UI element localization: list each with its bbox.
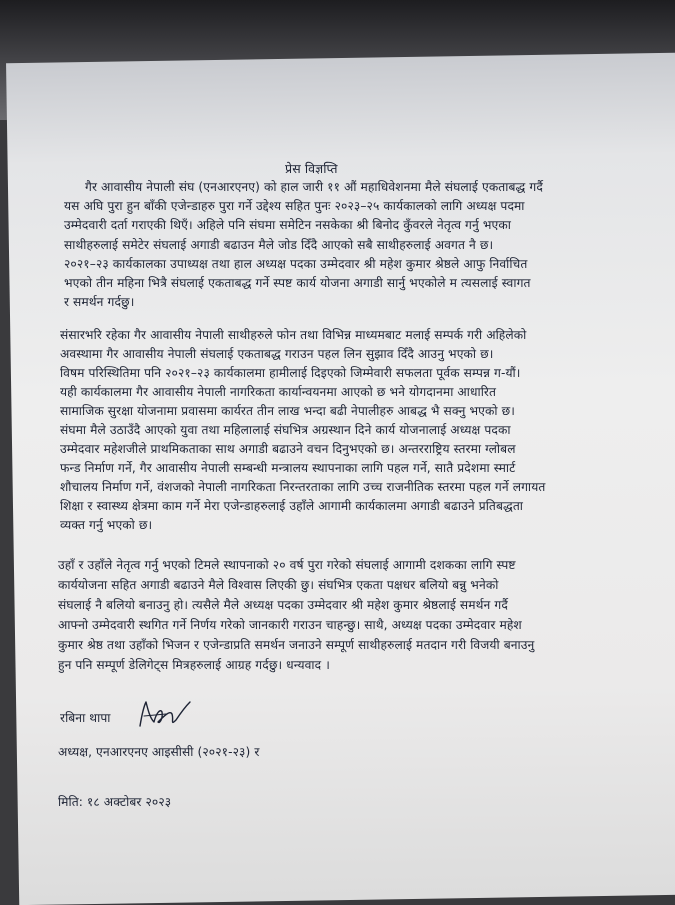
paragraph-1-line-7: र समर्थन गर्दछु। [64,295,135,309]
paragraph-1-line-4: साथीहरुलाई समेटेर संघलाई अगाडी बढाउन मैले जोड दिँदै आएको सबै साथीहरुलाई अवगत नै छ। [64,238,494,252]
paragraph-2-line-7: उम्मेदवार महेशजीले प्राथमिकताका साथ अगाडी बढाउने वचन दिनुभएको छ। अन्तरराष्ट्रिय स्तरमा ग्लोबल [60,442,516,456]
handwritten-signature [136,696,196,732]
paragraph-1-line-5: २०२१–२३ कार्यकालका उपाध्यक्ष तथा हाल अध्यक्ष पदका उम्मेदवार श्री महेश कुमार श्रेष्ठले आफु निर्वाचित [64,257,528,271]
paragraph-3-line-3: संघलाई नै बलियो बनाउनु हो। त्यसैले मैले अध्यक्ष पदका उम्मेदवार श्री महेश कुमार श्रेष्ठलाई समर्थन गर्दै [58,598,508,612]
signatory-title: अध्यक्ष, एनआरएनए आइसीसी (२०२१-२३) र [58,745,260,759]
signatory-name: रबिना थापा [60,711,111,725]
paragraph-1-line-1: गैर आवासीय नेपाली संघ (एनआरएनए) को हाल जारी ११ औं महाधिवेशनमा मैले संघलाई एकताबद्ध गर्दै [85,180,543,194]
paragraph-3-line-1: उहाँ र उहाँले नेतृत्व गर्नु भएको टिमले स्थापनाको २० वर्ष पुरा गरेको संघलाई आगामी दशकका लागि स्पष्ट [58,558,516,572]
paragraph-2-line-8: फन्ड निर्माण गर्ने, गैर आवासीय नेपाली सम्बन्धी मन्त्रालय स्थापनाका लागि पहल गर्ने, सातै प्रदेशमा स्मार्ट [60,461,516,475]
document-title: प्रेस विज्ञप्ति [285,161,338,176]
paragraph-1-line-2: यस अघि पुरा हुन बाँकी एजेन्डाहरु पुरा गर्ने उद्देश्य सहित पुनः २०२३–२५ कार्यकालको लागि अध्यक्ष पदमा [64,199,525,213]
date-line: मिति: १८ अक्टोबर २०२३ [58,795,172,809]
paragraph-2-line-3: विषम परिस्थितिमा पनि २०२१–२३ कार्यकालमा हामीलाई दिइएको जिम्मेवारी सफलता पूर्वक सम्पन्न ग-यौं। [60,366,521,380]
paragraph-2-line-6: संघमा मैले उठाउँदै आएको युवा तथा महिलालाई संघभित्र अग्रस्थान दिने कार्य योजनालाई अध्यक्ष पदका [60,423,511,437]
paragraph-2-line-1: संसारभरि रहेका गैर आवासीय नेपाली साथीहरुले फोन तथा विभिन्न माध्यमबाट मलाई सम्पर्क गरी अहिलेको [60,328,527,342]
paragraph-3-line-5: कुमार श्रेष्ठ तथा उहाँको भिजन र एजेन्डाप्रति समर्थन जनाउने सम्पूर्ण साथीहरुलाई मतदान गरी विजयी बनाउनु [58,638,535,652]
paragraph-2-line-9: शौचालय निर्माण गर्ने, वंशजको नेपाली नागरिकता निरन्तरताका लागि उच्च राजनीतिक स्तरमा पहल गर्ने लगायत [60,480,546,494]
paragraph-3-line-6: हुन पनि सम्पूर्ण डेलिगेट्स मित्रहरुलाई आग्रह गर्दछु। धन्यवाद । [58,658,330,672]
paragraph-2-line-11: व्यक्त गर्नु भएको छ। [60,518,153,532]
paragraph-3-line-2: कार्ययोजना सहित अगाडी बढाउने मैले विश्वास लिएकी छु। संघभित्र एकता पक्षधर बलियो बन्नु भनेको [58,578,499,592]
paragraph-3-line-4: आफ्नो उम्मेदवारी स्थगित गर्ने निर्णय गरेको जानकारी गराउन चाहन्छु। साथै, अध्यक्ष पदका उम्मेदवार महेश [58,618,522,632]
paragraph-1-line-3: उम्मेदवारी दर्ता गराएकी थिएँ। अहिले पनि संघमा समेटिन नसकेका श्री बिनोद कुँवरले नेतृत्व गर्नु भएका [64,218,511,232]
paragraph-1-line-6: भएको तीन महिना भित्रै संघलाई एकताबद्ध गर्ने स्पष्ट कार्य योजना अगाडी सार्नु भएकोले म त्यसलाई स्वागत [64,276,531,290]
paragraph-2-line-4: यही कार्यकालमा गैर आवासीय नेपाली नागरिकता कार्यान्वयनमा आएको छ भने योगदानमा आधारित [60,385,497,399]
paragraph-2-line-5: सामाजिक सुरक्षा योजनामा प्रवासमा कार्यरत तीन लाख भन्दा बढी नेपालीहरु आबद्ध भै सक्नु भएको छ। [60,404,515,418]
paragraph-2-line-10: शिक्षा र स्वास्थ्य क्षेत्रमा काम गर्ने मेरा एजेन्डाहरुलाई उहाँले आगामी कार्यकालमा अगाडी बढाउने प्रतिबद्धता [60,499,524,513]
paragraph-2-line-2: अवस्थामा गैर आवासीय नेपाली संघलाई एकताबद्ध गराउन पहल लिन सुझाव दिँदै आउनु भएको छ। [60,347,494,361]
